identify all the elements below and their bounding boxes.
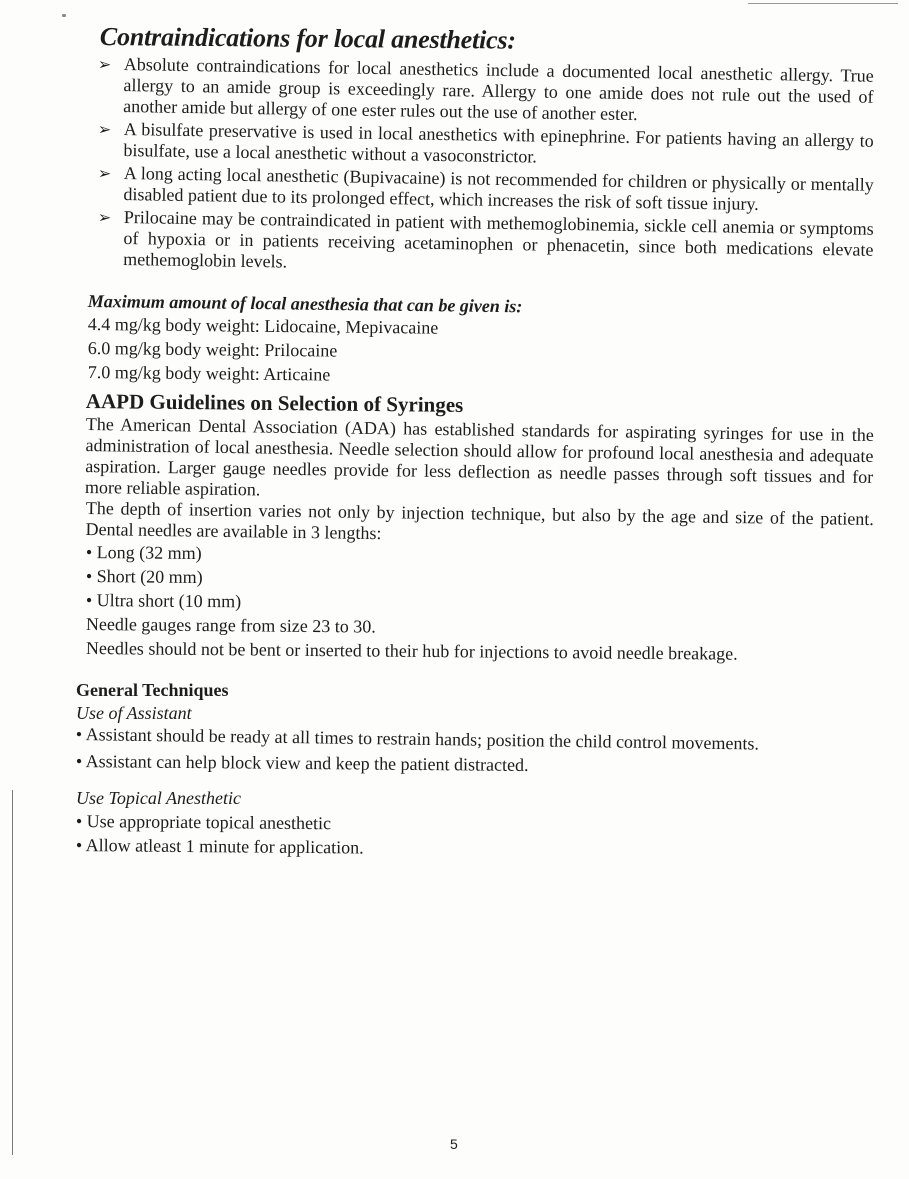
maximum-dose-section	[88, 290, 874, 384]
dose-line: 7.0 mg/kg body weight: Articaine	[87, 361, 331, 385]
aapd-paragraph: The depth of insertion varies not only by injection technique, but also by the age and size of the patient. Dental needles are available in 3 lengths:	[85, 498, 874, 544]
scan-speck	[62, 14, 66, 17]
aapd-section	[84, 388, 874, 664]
arrow-bullet-icon: ➢	[97, 119, 112, 139]
needle-length-item: • Short (20 mm)	[85, 565, 203, 588]
arrow-bullet-icon: ➢	[97, 163, 112, 183]
list-item: ➢ Absolute contraindications for local anesthetics include a documented local anesthetic allergy. True allergy to an amide group is exceedingly rare. Allergy to one amide does not rule out the used of another amide but allergy of one ester rules out the use of another ester.	[97, 54, 874, 125]
page-content	[74, 22, 874, 857]
list-item: • Assistant should be ready at all times to restrain hands; position the child control movements.	[75, 724, 760, 754]
scan-edge-line	[748, 3, 898, 4]
needle-length-item: • Long (32 mm)	[85, 541, 202, 564]
arrow-bullet-icon: ➢	[97, 54, 112, 74]
assistant-subheading: Use of Assistant	[76, 703, 192, 723]
list-item: • Use appropriate topical anesthetic	[75, 810, 332, 834]
maximum-dose-heading: Maximum amount of local anesthesia that can be given is:	[87, 290, 523, 317]
list-item: ➢ A bisulfate preservative is used in local anesthetics with epinephrine. For patients having an allergy to bisulfate, use a local anesthetic without a vasoconstrictor.	[97, 119, 874, 167]
needle-length-item: • Ultra short (10 mm)	[85, 589, 242, 612]
list-item: • Allow atleast 1 minute for application.	[75, 834, 364, 858]
techniques-section	[76, 678, 874, 857]
aapd-paragraph: The American Dental Association (ADA) has established standards for aspirating syringes for use in the administration of local anesthesia. Needle selection should allow for profound local anesthesia and adequate aspiration. Larger gauge needles provide for less deflection as needle passes through soft tissues and for more reliable aspiration.	[84, 414, 874, 500]
dose-line: 4.4 mg/kg body weight: Lidocaine, Mepivacaine	[87, 313, 439, 338]
scan-edge-line	[12, 790, 13, 1155]
arrow-bullet-icon: ➢	[97, 207, 112, 227]
contraindications-heading: Contraindications for local anesthetics:	[99, 22, 516, 55]
list-item: ➢ A long acting local anesthetic (Bupivacaine) is not recommended for children or physically or mentally disabled patient due to its prolonged effect, which increases the risk of soft tissue injury.	[97, 163, 874, 214]
list-item: ➢ Prilocaine may be contraindicated in patient with methemoglobinemia, sickle cell anemia or symptoms of hypoxia or in patients receiving acetaminophen or phenacetin, since both medications elevate methemoglobin levels.	[97, 207, 874, 272]
techniques-heading: General Techniques	[76, 680, 229, 700]
dose-line: 6.0 mg/kg body weight: Prilocaine	[87, 337, 338, 361]
needle-warning-line: Needles should not be bent or inserted to their hub for injections to avoid needle breakage.	[85, 637, 738, 664]
aapd-heading: AAPD Guidelines on Selection of Syringes	[85, 388, 464, 417]
page-number: 5	[450, 1136, 458, 1152]
list-item: • Assistant can help block view and keep the patient distracted.	[75, 750, 529, 775]
contraindications-list	[74, 54, 874, 270]
needle-gauge-line: Needle gauges range from size 23 to 30.	[85, 613, 376, 637]
topical-subheading: Use Topical Anesthetic	[76, 788, 241, 808]
